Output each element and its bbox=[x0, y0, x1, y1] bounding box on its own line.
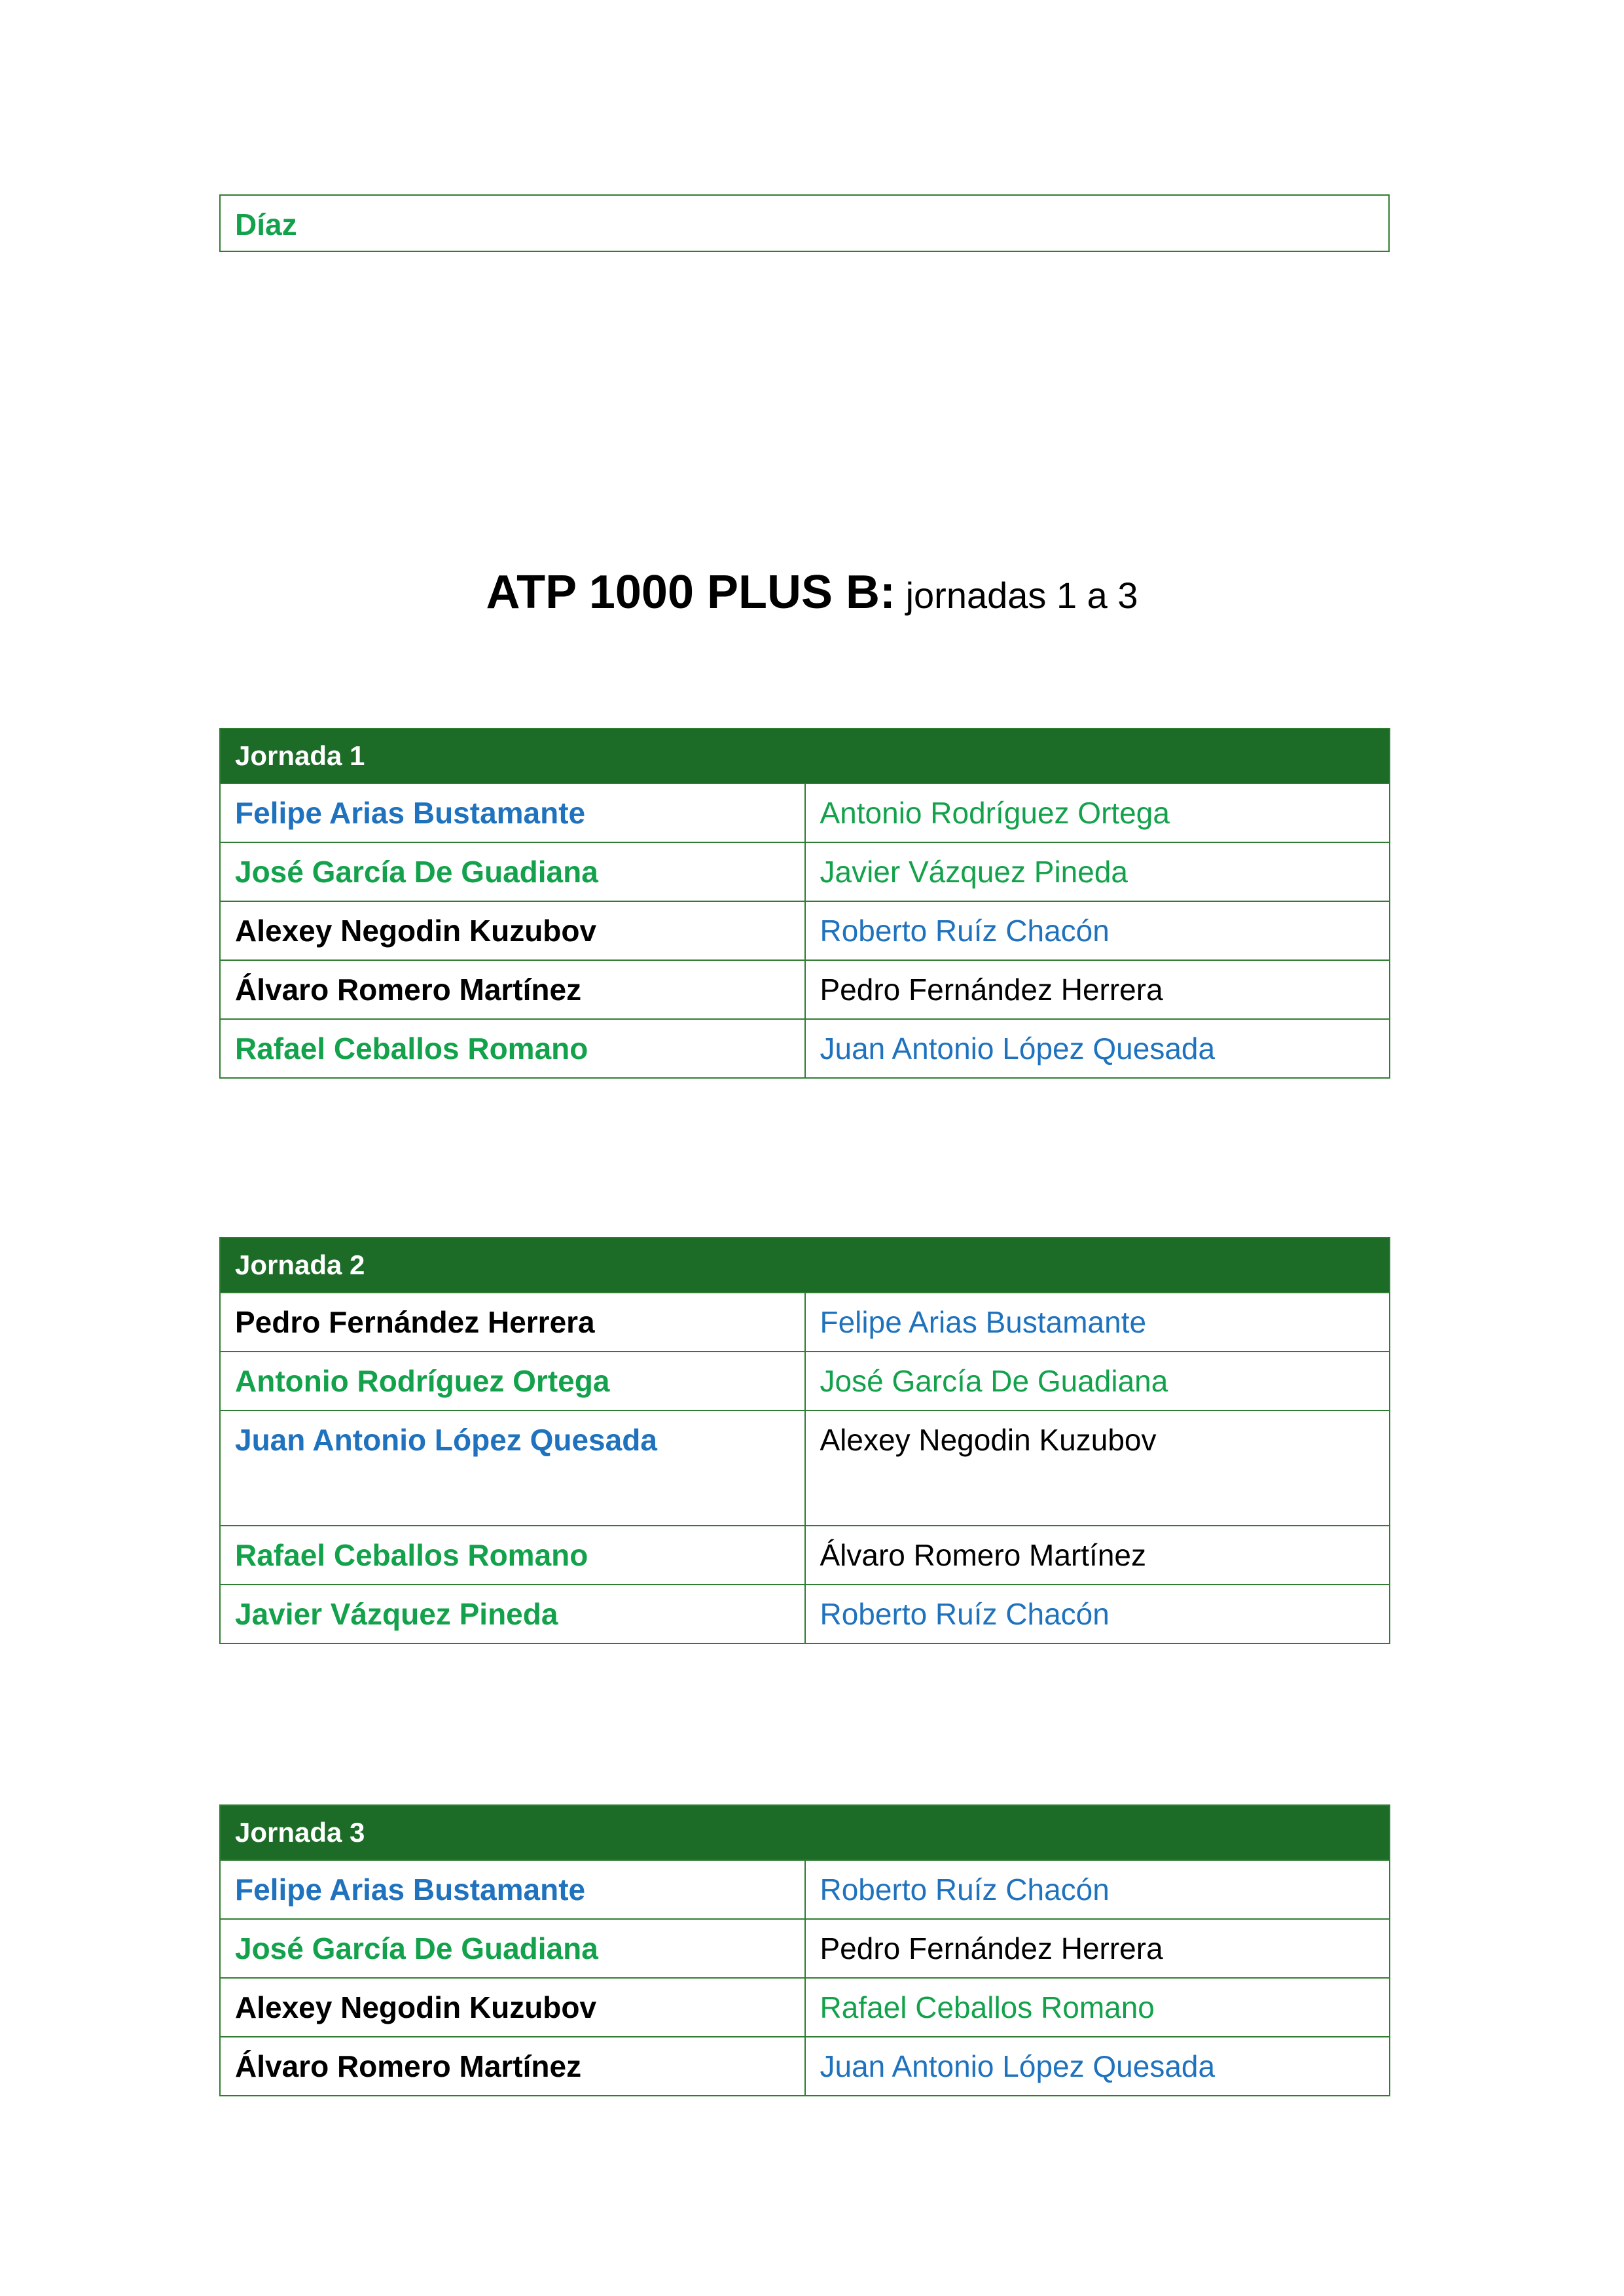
match-row bbox=[220, 783, 1390, 842]
match-row bbox=[220, 960, 1390, 1019]
round-table-2 bbox=[219, 1237, 1390, 1644]
round-header: Jornada 1 bbox=[220, 728, 1390, 783]
home-player: José García De Guadiana bbox=[220, 1919, 805, 1978]
home-player: Álvaro Romero Martínez bbox=[220, 2037, 805, 2096]
round-header: Jornada 2 bbox=[220, 1238, 1390, 1293]
match-row bbox=[220, 1352, 1390, 1410]
away-player: Roberto Ruíz Chacón bbox=[805, 1860, 1390, 1919]
away-player: Felipe Arias Bustamante bbox=[805, 1293, 1390, 1352]
title-sub: jornadas 1 a 3 bbox=[895, 575, 1138, 616]
away-player: Pedro Fernández Herrera bbox=[805, 960, 1390, 1019]
match-row bbox=[220, 1860, 1390, 1919]
match-row bbox=[220, 1585, 1390, 1643]
round-header-row bbox=[220, 1805, 1390, 1860]
round-table-1 bbox=[219, 728, 1390, 1079]
away-player: Antonio Rodríguez Ortega bbox=[805, 783, 1390, 842]
away-player: Juan Antonio López Quesada bbox=[805, 2037, 1390, 2096]
home-player: Alexey Negodin Kuzubov bbox=[220, 901, 805, 960]
page-title bbox=[0, 565, 1624, 619]
home-player: Alexey Negodin Kuzubov bbox=[220, 1978, 805, 2037]
home-player: Javier Vázquez Pineda bbox=[220, 1585, 805, 1643]
home-player: Rafael Ceballos Romano bbox=[220, 1019, 805, 1078]
home-player: Felipe Arias Bustamante bbox=[220, 1860, 805, 1919]
round-header-row bbox=[220, 728, 1390, 783]
home-player: José García De Guadiana bbox=[220, 842, 805, 901]
home-player: Álvaro Romero Martínez bbox=[220, 960, 805, 1019]
title-main: ATP 1000 PLUS B: bbox=[486, 566, 896, 619]
away-player: Javier Vázquez Pineda bbox=[805, 842, 1390, 901]
match-row bbox=[220, 1978, 1390, 2037]
away-player: Roberto Ruíz Chacón bbox=[805, 901, 1390, 960]
match-row bbox=[220, 842, 1390, 901]
round-header-row bbox=[220, 1238, 1390, 1293]
match-row bbox=[220, 901, 1390, 960]
home-player: Pedro Fernández Herrera bbox=[220, 1293, 805, 1352]
match-row bbox=[220, 1019, 1390, 1078]
away-player: Rafael Ceballos Romano bbox=[805, 1978, 1390, 2037]
continuation-cell bbox=[219, 194, 1390, 252]
away-player: Álvaro Romero Martínez bbox=[805, 1526, 1390, 1585]
match-row bbox=[220, 1526, 1390, 1585]
home-player: Juan Antonio López Quesada bbox=[220, 1410, 805, 1526]
away-player: Roberto Ruíz Chacón bbox=[805, 1585, 1390, 1643]
away-player: José García De Guadiana bbox=[805, 1352, 1390, 1410]
home-player: Felipe Arias Bustamante bbox=[220, 783, 805, 842]
match-row bbox=[220, 1293, 1390, 1352]
home-player: Antonio Rodríguez Ortega bbox=[220, 1352, 805, 1410]
away-player: Pedro Fernández Herrera bbox=[805, 1919, 1390, 1978]
away-player: Juan Antonio López Quesada bbox=[805, 1019, 1390, 1078]
match-row bbox=[220, 2037, 1390, 2096]
match-row bbox=[220, 1410, 1390, 1526]
round-header: Jornada 3 bbox=[220, 1805, 1390, 1860]
home-player: Rafael Ceballos Romano bbox=[220, 1526, 805, 1585]
away-player: Alexey Negodin Kuzubov bbox=[805, 1410, 1390, 1526]
continuation-text: Díaz bbox=[235, 207, 297, 242]
match-row bbox=[220, 1919, 1390, 1978]
round-table-3 bbox=[219, 1804, 1390, 2096]
